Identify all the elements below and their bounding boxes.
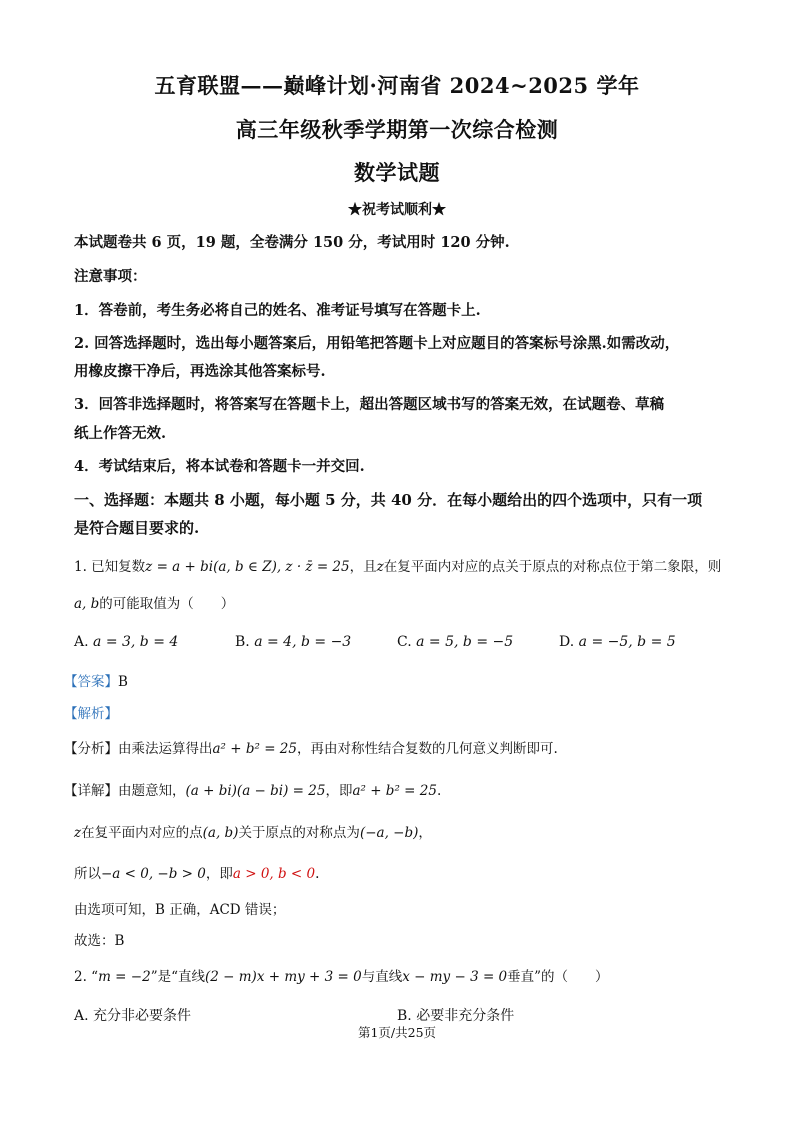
notice-item-3-cont: 纸上作答无效. <box>74 425 167 442</box>
q2-stem-mid1: ”是“直线 <box>150 969 205 985</box>
q1-option-c-label: C. <box>397 634 412 650</box>
xiangjie-text1: 由题意知， <box>118 783 186 799</box>
xiangjie-text2: ，即 <box>325 783 353 799</box>
q1-xiangjie <box>64 781 724 801</box>
exam-summary: 本试题卷共 6 页，19 题，全卷满分 150 分，考试用时 120 分钟. <box>74 234 510 251</box>
fenxi-text1: 由乘法运算得出 <box>118 741 213 757</box>
xiangjie-math1: (a + bi)(a − bi) = 25 <box>185 783 326 799</box>
q2-option-b <box>397 1005 514 1025</box>
q1-option-d-label: D. <box>559 634 575 650</box>
analysis-tag: 【解析】 <box>64 706 118 722</box>
q1-stem-line1 <box>74 557 734 577</box>
notice-item-1: 1．答卷前，考生务必将自己的姓名、准考证号填写在答题卡上. <box>74 302 481 319</box>
q1-stem-math: z = a + bi(a, b ∈ Z), z · z̄ = 25 <box>145 559 350 575</box>
xiangjie-math2: a² + b² = 25 <box>352 783 437 799</box>
q2-option-a-text: 充分非必要条件 <box>93 1008 192 1024</box>
page-footer: 第1页/共25页 <box>357 1025 437 1040</box>
xiangjie-end: . <box>436 783 442 799</box>
q1-analysis-tag <box>64 704 724 724</box>
q1-symmetry-line <box>74 823 734 843</box>
q2-option-a-label: A. <box>74 1008 89 1024</box>
symmetry-end: ， <box>418 825 432 841</box>
notice-item-2: 2. 回答选择题时，选出每小题答案后，用铅笔把答题卡上对应题目的答案标号涂黑.如需改动， <box>74 335 680 352</box>
q1-option-d <box>559 634 676 650</box>
q1-option-d-value: a = −5, b = 5 <box>578 634 676 650</box>
q1-answer <box>64 672 724 692</box>
fenxi-tag: 【分析】 <box>64 741 118 757</box>
section-heading-line1: 一、选择题：本题共 8 小题，每小题 5 分，共 40 分．在每小题给出的四个选项中，只有一项 <box>74 491 703 509</box>
notice-item-4: 4．考试结束后，将本试卷和答题卡一并交回. <box>74 458 365 475</box>
so-text1: 所以 <box>74 866 101 882</box>
q1-option-b-value: a = 4, b = −3 <box>254 634 352 650</box>
q1-option-c <box>397 634 513 650</box>
fenxi-math: a² + b² = 25 <box>212 741 297 757</box>
q1-option-a-label: A. <box>74 634 89 650</box>
q1-stem-mid: ，且 <box>349 559 377 575</box>
q1-stem-line2 <box>74 594 734 614</box>
q1-stem-z: z <box>376 559 384 575</box>
fenxi-text2: ，再由对称性结合复数的几何意义判断即可. <box>296 741 558 757</box>
notice-item-3: 3．回答非选择题时，将答案写在答题卡上，超出答题区域书写的答案无效，在试题卷、草稿 <box>74 396 665 413</box>
q1-option-a <box>74 634 178 650</box>
answer-tag: 【答案】 <box>64 674 118 690</box>
so-text2: ，即 <box>205 866 233 882</box>
q2-stem-math3: x − my − 3 = 0 <box>402 969 508 985</box>
q1-stem-line2-text: 的可能取值为（ ） <box>99 596 235 612</box>
section-heading-line2: 是符合题目要求的. <box>74 519 200 537</box>
q1-option-b <box>235 634 351 650</box>
q2-stem <box>74 967 734 987</box>
q1-option-c-value: a = 5, b = −5 <box>416 634 514 650</box>
q1-stem-ab: a, b <box>74 596 100 612</box>
symmetry-z: z <box>74 825 82 841</box>
q2-option-b-text: 必要非充分条件 <box>416 1008 515 1024</box>
q1-option-b-label: B. <box>235 634 250 650</box>
exam-title-line3: 数学试题 <box>354 160 440 185</box>
blessing-line: ★祝考试顺利★ <box>348 202 446 218</box>
q2-stem-math2: (2 − m)x + my + 3 = 0 <box>205 969 362 985</box>
q2-stem-prefix: 2. “ <box>74 969 99 985</box>
so-math1: −a < 0, −b > 0 <box>101 866 206 882</box>
notice-item-2-cont: 用橡皮擦干净后，再选涂其他答案标号. <box>74 363 326 380</box>
q1-stem-prefix: 1. 已知复数 <box>74 559 146 575</box>
symmetry-text1: 在复平面内对应的点 <box>81 825 203 841</box>
xiangjie-tag: 【详解】 <box>64 783 118 799</box>
q2-option-a <box>74 1005 191 1025</box>
q2-stem-mid2: 与直线 <box>361 969 403 985</box>
so-end: . <box>315 866 320 882</box>
notice-heading: 注意事项： <box>74 268 147 285</box>
q1-so-line <box>74 864 734 884</box>
q2-stem-suffix: 垂直”的（ ） <box>507 969 609 985</box>
exam-title-line1: 五育联盟——巅峰计划·河南省 2024~2025 学年 <box>154 73 640 98</box>
symmetry-math2: (−a, −b) <box>359 825 419 841</box>
q2-option-b-label: B. <box>397 1008 412 1024</box>
symmetry-text2: 关于原点的对称点为 <box>238 825 360 841</box>
answer-value: B <box>118 674 128 690</box>
q2-stem-math1: m = −2 <box>98 969 151 985</box>
q1-conclusion: 由选项可知，B 正确，ACD 错误； <box>74 902 286 918</box>
exam-title-line2: 高三年级秋季学期第一次综合检测 <box>235 117 559 142</box>
so-math2-highlight: a > 0, b < 0 <box>232 866 316 882</box>
symmetry-math1: (a, b) <box>202 825 239 841</box>
q1-fenxi <box>64 739 724 759</box>
q1-stem-suffix: 在复平面内对应的点关于原点的对称点位于第二象限，则 <box>383 559 722 575</box>
q1-choose: 故选：B <box>74 933 125 949</box>
q1-option-a-value: a = 3, b = 4 <box>93 634 179 650</box>
